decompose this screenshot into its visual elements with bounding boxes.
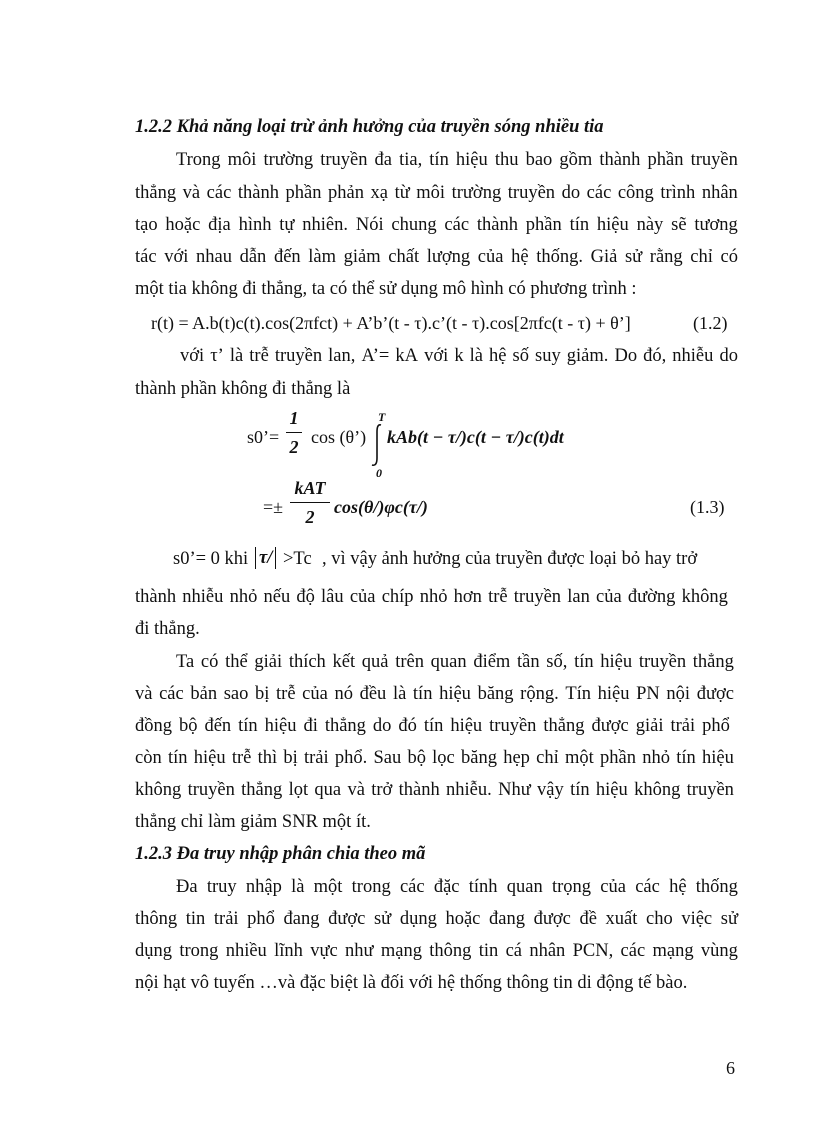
- equation-number-1-3: (1.3): [690, 497, 725, 517]
- paragraph-line: một tia không đi thẳng, ta có thể sử dụng mô hình có phương trình :: [135, 279, 637, 299]
- integrand: kAb(t − τ/)c(t − τ/)c(t)dt: [387, 427, 564, 447]
- integral-upper-limit: T: [378, 410, 386, 424]
- fraction-numerator: 1: [289, 408, 299, 428]
- condition-prefix: s0’= 0 khi: [173, 549, 249, 569]
- paragraph-line: đồng bộ đến tín hiệu đi thẳng do đó tín hiệu truyền thẳng được giải trải phổ: [135, 716, 730, 736]
- fraction-one-half: [286, 408, 302, 458]
- paragraph-line: thông tin trải phổ đang được sử dụng hoặc đang được đề xuất cho việc sử: [135, 909, 738, 929]
- equation-1-3-line2-prefix: =±: [263, 497, 284, 517]
- tau-absolute-value: τ/: [255, 547, 276, 569]
- paragraph-line: tạo hoặc địa hình tự nhiên. Nói chung các thành phần tín hiệu này sẽ tương: [135, 215, 738, 235]
- fraction-denominator: 2: [305, 507, 315, 527]
- paragraph-line: Ta có thể giải thích kết quả trên quan điểm tần số, tín hiệu truyền thẳng: [176, 652, 734, 672]
- paragraph-line: thẳng chỉ làm giảm SNR một ít.: [135, 812, 371, 832]
- cos-phi-term: cos(θ/)φc(τ/): [334, 497, 428, 517]
- paragraph-line: Trong môi trường truyền đa tia, tín hiệu thu bao gồm thành phần truyền: [176, 150, 738, 170]
- paragraph-line: nội hạt vô tuyến …và đặc biệt là đối với hệ thống thông tin di động tế bào.: [135, 973, 688, 993]
- paragraph-line: thành nhiễu nhỏ nếu độ lâu của chíp nhỏ hơn trễ truyền lan của đường không: [135, 587, 728, 607]
- section-heading-1-2-3: 1.2.3 Đa truy nhập phân chia theo mã: [135, 844, 426, 864]
- page-number: 6: [726, 1058, 735, 1078]
- paragraph-line: và các bản sao bị trễ của nó đều là tín hiệu băng rộng. Tín hiệu PN nội được: [135, 684, 734, 704]
- paragraph-line: với τ’ là trễ truyền lan, A’= kA với k là hệ số suy giảm. Do đó, nhiễu do: [180, 346, 738, 366]
- paragraph-line: không truyền thẳng lọt qua và trở thành nhiễu. Như vậy tín hiệu không truyền: [135, 780, 734, 800]
- section-heading-1-2-2: 1.2.2 Khả năng loại trừ ảnh hưởng của truyền sóng nhiều tia: [135, 117, 604, 137]
- paragraph-line: đi thẳng.: [135, 619, 200, 639]
- paragraph-line: thành phần không đi thẳng là: [135, 379, 351, 399]
- condition-rest: >Tc: [283, 549, 312, 569]
- paragraph-line: Đa truy nhập là một trong các đặc tính quan trọng của các hệ thống: [176, 877, 738, 897]
- paragraph-line: còn tín hiệu trễ thì bị trải phổ. Sau bộ lọc băng hẹp chỉ một phần nhỏ tín hiệu: [135, 748, 734, 768]
- paragraph-line: dụng trong nhiều lĩnh vực như mạng thông tin cá nhân PCN, các mạng vùng: [135, 941, 738, 961]
- paragraph-line: , vì vậy ảnh hưởng của truyền được loại bỏ hay trở: [322, 549, 698, 569]
- paragraph-line: tác với nhau dẫn đến làm giảm chất lượng của hệ thống. Giả sử rằng chỉ có: [135, 247, 738, 267]
- paragraph-line: thẳng và các thành phần phản xạ từ môi trường truyền do các công trình nhân: [135, 183, 738, 203]
- fraction-kat-over-2: [290, 478, 330, 528]
- equation-number-1-2: (1.2): [693, 313, 728, 333]
- integral-sign-icon: [370, 422, 384, 468]
- fraction-numerator: kAT: [294, 478, 326, 498]
- fraction-bar: [290, 502, 330, 503]
- fraction-bar: [286, 432, 302, 433]
- fraction-denominator: 2: [289, 437, 299, 457]
- equation-1-3-lhs: s0’=: [247, 427, 280, 447]
- equation-1-2: r(t) = A.b(t)c(t).cos(2πfct) + A’b’(t - τ).c’(t - τ).cos[2πfc(t - τ) + θ’]: [151, 313, 631, 333]
- cos-theta-term: cos (θ’): [311, 427, 367, 447]
- integral-lower-limit: 0: [376, 466, 382, 480]
